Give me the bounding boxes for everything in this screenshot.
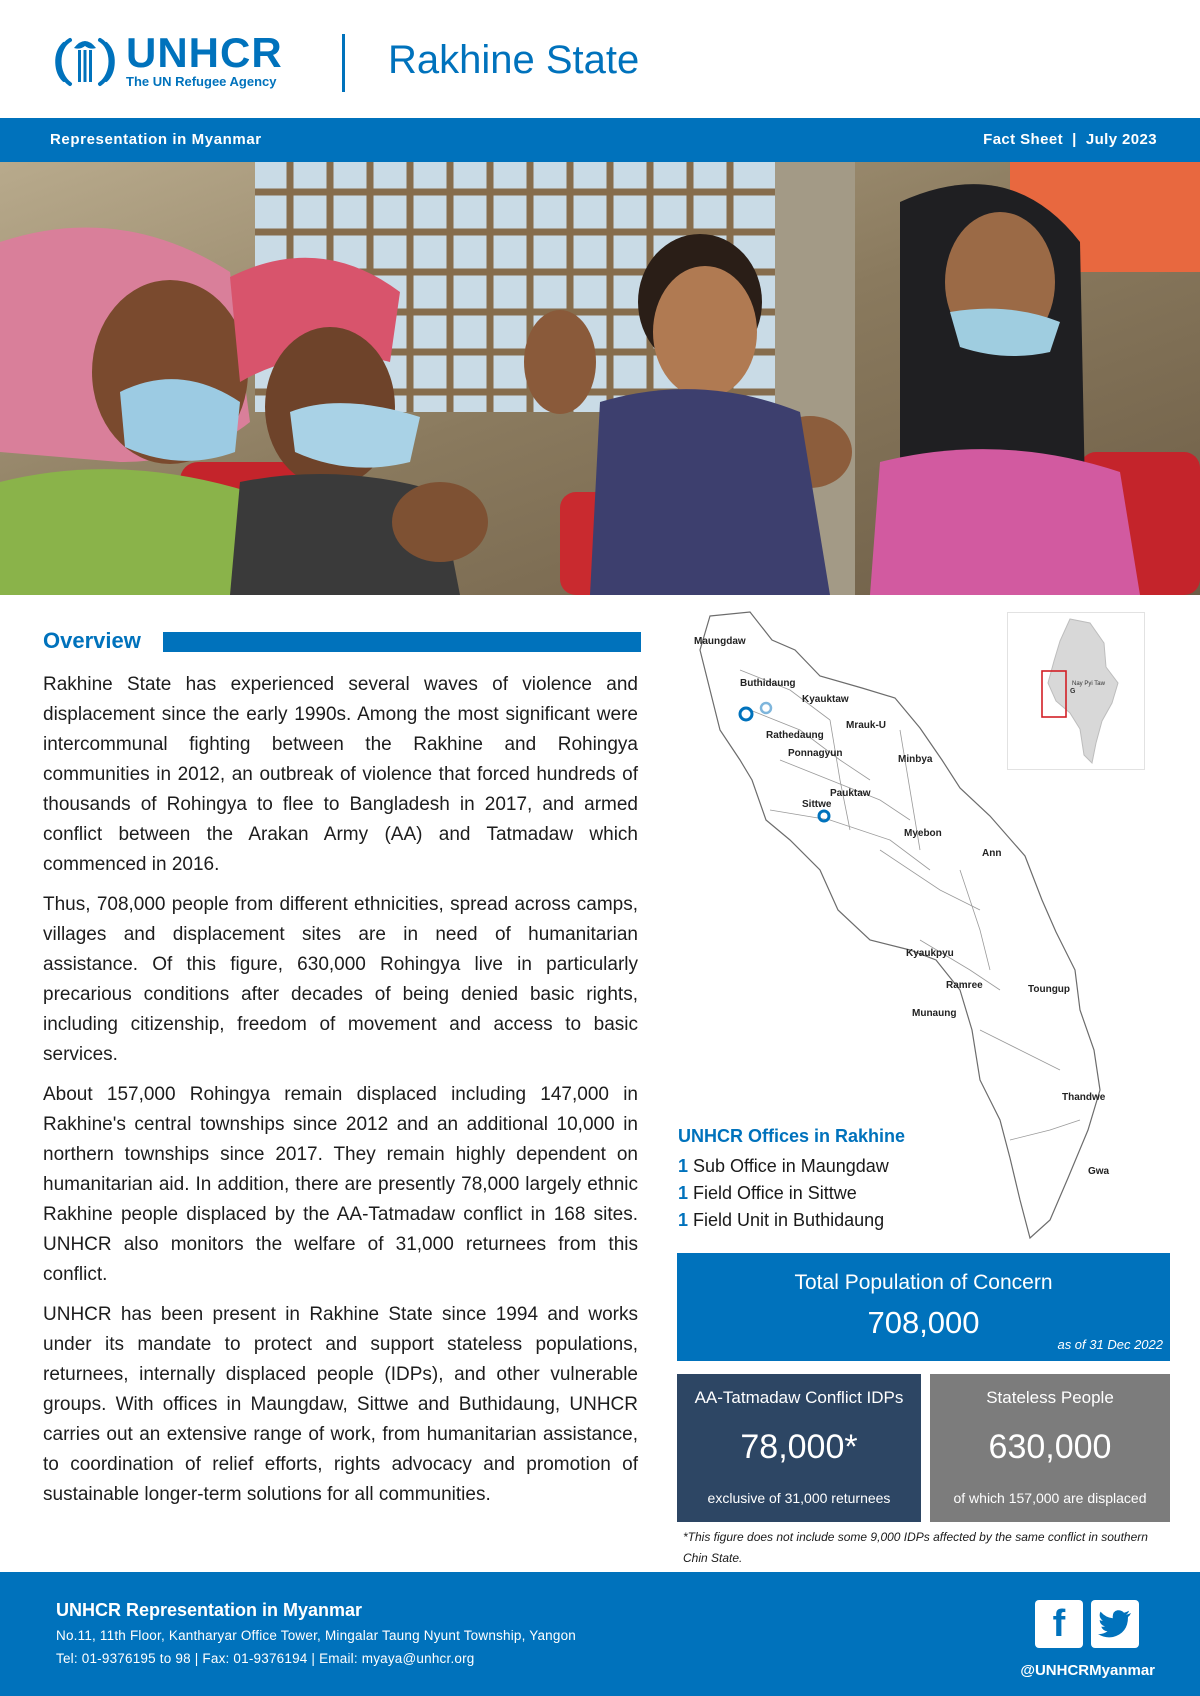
hero-photo <box>0 162 1200 595</box>
logo-name: UNHCR <box>126 29 283 76</box>
hero-photo-illustration <box>0 162 1200 595</box>
office-item <box>678 1153 978 1180</box>
map-label: Minbya <box>898 754 933 765</box>
overview-paragraph: Rakhine State has experienced several waves of violence and displacement since the early 1990s. Among the most significant were intercommunal fighting between the Rakhine and Rohingya communities in 2012, an outbreak of violence that forced hundreds of thousands of Rohingya to flee to Bangladesh in 2017, and armed conflict between the Arakan Army (AA) and Tatmadaw which commenced in 2016. <box>43 674 638 875</box>
total-population-box <box>677 1253 1170 1361</box>
office-label: Field Unit in Buthidaung <box>693 1210 885 1230</box>
overview-title: Overview <box>43 628 141 653</box>
page-header <box>0 0 1200 118</box>
band-factsheet-date: Fact Sheet | July 2023 <box>983 131 1157 148</box>
header-divider <box>342 34 345 92</box>
aa-idps-value: 78,000* <box>740 1428 858 1466</box>
overview-paragraph: UNHCR has been present in Rakhine State since 1994 and works under its mandate to protect and support stateless populations, returnees, internally displaced people (IDPs), and other vulnerable groups. With offices in Maungdaw, Sittwe and Buthidaung, UNHCR carries out an extensive range of work, from humanitarian assistance, to coordination of relief efforts, rights advocacy and promotion of sustainable longer-term solutions for all communities. <box>43 1304 638 1505</box>
map-label: Kyauktaw <box>802 694 849 705</box>
total-population-value: 708,000 <box>867 1305 980 1340</box>
aa-idps-label: AA-Tatmadaw Conflict IDPs <box>694 1388 904 1407</box>
office-count: 1 <box>678 1156 689 1176</box>
overview-heading-bar <box>163 632 641 652</box>
map-label: Munaung <box>912 1008 957 1019</box>
map-label: Ponnagyun <box>788 748 843 759</box>
map-label: Mrauk-U <box>846 720 887 731</box>
myanmar-inset-map <box>1007 612 1145 770</box>
stateless-label: Stateless People <box>986 1388 1114 1407</box>
overview-heading <box>43 628 641 654</box>
social-icons <box>1035 1600 1139 1648</box>
footer-address: No.11, 11th Floor, Kantharyar Office Tower, Mingalar Taung Nyunt Township, Yangon <box>56 1628 577 1643</box>
office-item <box>678 1207 978 1234</box>
map-label: Ann <box>982 848 1002 859</box>
office-label: Field Office in Sittwe <box>693 1183 857 1203</box>
unhcr-emblem-icon <box>50 30 120 92</box>
page-footer <box>0 1572 1200 1696</box>
map-label: Pauktaw <box>830 788 871 799</box>
map-label: Gwa <box>1088 1166 1110 1177</box>
overview-body <box>43 670 638 1520</box>
twitter-bird-icon <box>1098 1610 1132 1638</box>
office-item <box>678 1180 978 1207</box>
inset-label: Nay Pyi Taw <box>1072 681 1105 687</box>
office-label: Sub Office in Maungdaw <box>693 1156 889 1176</box>
overview-paragraph: About 157,000 Rohingya remain displaced including 147,000 in Rakhine's central townships since 2012 and an additional 10,000 in northern townships since 2017. They remain highly dependent on humanitarian aid. In addition, there are presently 78,000 largely ethnic Rakhine people displaced by the AA-Tatmadaw conflict in 168 sites. UNHCR also monitors the welfare of 31,000 returnees from this conflict. <box>43 1084 638 1285</box>
offices-title: UNHCR Offices in Rakhine <box>678 1126 906 1146</box>
office-count: 1 <box>678 1183 689 1203</box>
footer-title: UNHCR Representation in Myanmar <box>56 1600 363 1620</box>
stateless-note: of which 157,000 are displaced <box>953 1490 1147 1506</box>
footer-contact[interactable]: Tel: 01-9376195 to 98 | Fax: 01-9376194 | Email: myaya@unhcr.org <box>56 1651 475 1666</box>
unhcr-logo[interactable] <box>50 30 283 92</box>
offices-list <box>678 1126 978 1234</box>
facebook-icon[interactable] <box>1035 1600 1083 1648</box>
aa-idps-note: exclusive of 31,000 returnees <box>707 1490 891 1506</box>
header-band <box>0 118 1200 162</box>
map-label: Myebon <box>904 828 942 839</box>
aa-idps-box <box>677 1374 921 1522</box>
total-population-label: Total Population of Concern <box>794 1271 1053 1294</box>
map-label: Toungup <box>1028 984 1071 995</box>
facebook-glyph: f <box>1052 1602 1066 1645</box>
map-label: Maungdaw <box>694 636 746 647</box>
myanmar-inset-illustration <box>1008 613 1144 769</box>
office-count: 1 <box>678 1210 689 1230</box>
map-label: Ramree <box>946 980 983 991</box>
inset-marker: G <box>1070 688 1076 695</box>
stateless-value: 630,000 <box>988 1428 1112 1466</box>
page-title: Rakhine State <box>388 38 640 82</box>
logo-tagline: The UN Refugee Agency <box>126 74 277 89</box>
stats-footnote: *This figure does not include some 9,000 IDPs affected by the same conflict in southern Chin State. <box>683 1530 1148 1565</box>
map-label: Rathedaung <box>766 730 824 741</box>
twitter-icon[interactable] <box>1091 1600 1139 1648</box>
overview-paragraph: Thus, 708,000 people from different ethnicities, spread across camps, villages and displacement sites are in need of humanitarian assistance. Of this figure, 630,000 Rohingya live in particularly precarious conditions after decades of being denied basic rights, including citizenship, freedom of movement and access to basic services. <box>43 894 638 1065</box>
band-representation: Representation in Myanmar <box>50 131 262 148</box>
map-label: Sittwe <box>802 799 832 810</box>
total-population-note: as of 31 Dec 2022 <box>1057 1337 1163 1352</box>
map-label: Buthidaung <box>740 678 796 689</box>
stateless-box <box>930 1374 1170 1522</box>
map-label: Thandwe <box>1062 1092 1106 1103</box>
map-label: Kyaukpyu <box>906 948 954 959</box>
social-handle[interactable]: @UNHCRMyanmar <box>1020 1662 1155 1679</box>
